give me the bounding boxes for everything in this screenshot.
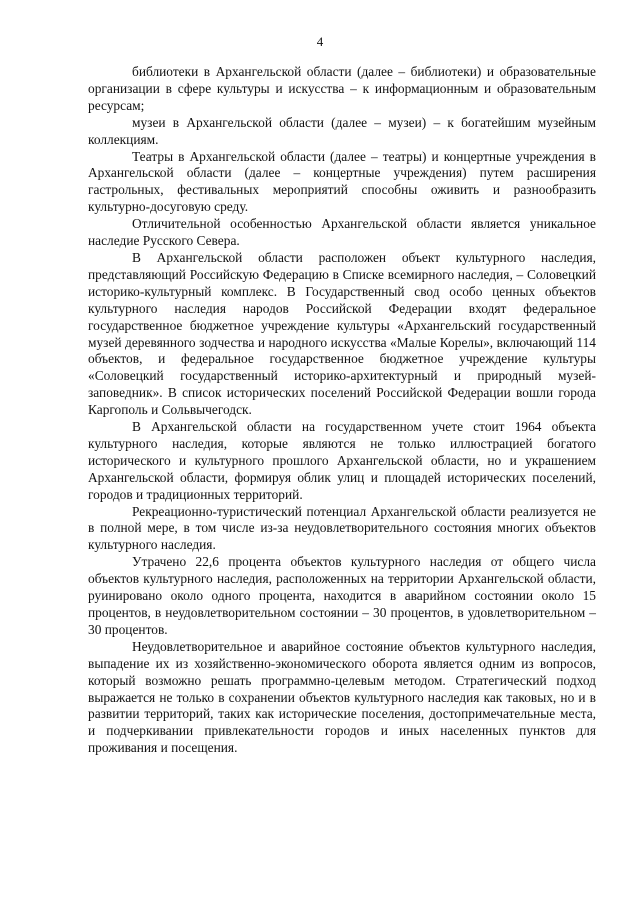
paragraph: Рекреационно-туристический потенциал Архангельской области реализуется не в полной мере, в том числе из-за неудовлетворительного состояния многих объектов культурного наследия. [88, 503, 596, 553]
paragraph: В Архангельской области на государственном учете стоит 1964 объекта культурного наследия, которые являются не только иллюстрацией богатого исторического и культурного прошлого Архангельской области, но и украшением Архангельской области, формируя облик улиц и площадей исторических поселений, городов и традиционных территорий. [88, 419, 596, 502]
paragraph: библиотеки в Архангельской области (далее – библиотеки) и образовательные организации в сфере культуры и искусства – к информационным и образовательным ресурсам; [88, 64, 596, 113]
paragraph: Отличительной особенностью Архангельской области является уникальное наследие Русского Севера. [88, 216, 596, 249]
paragraph: Утрачено 22,6 процента объектов культурного наследия от общего числа объектов культурного наследия, расположенных на территории Архангельской области, руинировано около одного процента, находится в аварийном состоянии около 15 процентов, в неудовлетворительном состоянии – 30 процентов, в удовлетворительном – 30 процентов. [88, 554, 596, 637]
paragraph: музеи в Архангельской области (далее – музеи) – к богатейшим музейным коллекциям. [88, 114, 596, 147]
paragraph: Театры в Архангельской области (далее – театры) и концертные учреждения в Архангельской области (далее – концертные учреждения) путем расширения гастрольных, фестивальных мероприятий способны оживить и разнообразить культурно-досуговую среду. [88, 148, 596, 215]
paragraph: В Архангельской области расположен объект культурного наследия, представляющий Российскую Федерацию в Списке всемирного наследия, – Соловецкий историко-культурный комплекс. В Государственный свод особо ценных объектов культурного наследия народов Российской Федерации входят федеральное государственное бюджетное учреждение культуры «Архангельский государственный музей деревянного зодчества и народного искусства «Малые Корелы», включающий 114 объектов, и федеральное государственное бюджетное учреждение культуры «Соловецкий государственный историко-архитектурный и природный музей-заповедник». В список исторических поселений Российской Федерации вошли города Каргополь и Сольвычегодск. [88, 249, 596, 418]
paragraph: Неудовлетворительное и аварийное состояние объектов культурного наследия, выпадение их из хозяйственно-экономического оборота является одним из вопросов, который возможно решать программно-целевым методом. Стратегический подход выражается не только в сохранении объектов культурного наследия как таковых, но и в развитии территорий, таких как исторические поселения, достопримечательные места, и подчеркивании привлекательности городов и иных населенных пунктов для проживания и посещения. [88, 638, 596, 756]
body-text [88, 64, 596, 757]
page-number: 4 [316, 34, 324, 49]
